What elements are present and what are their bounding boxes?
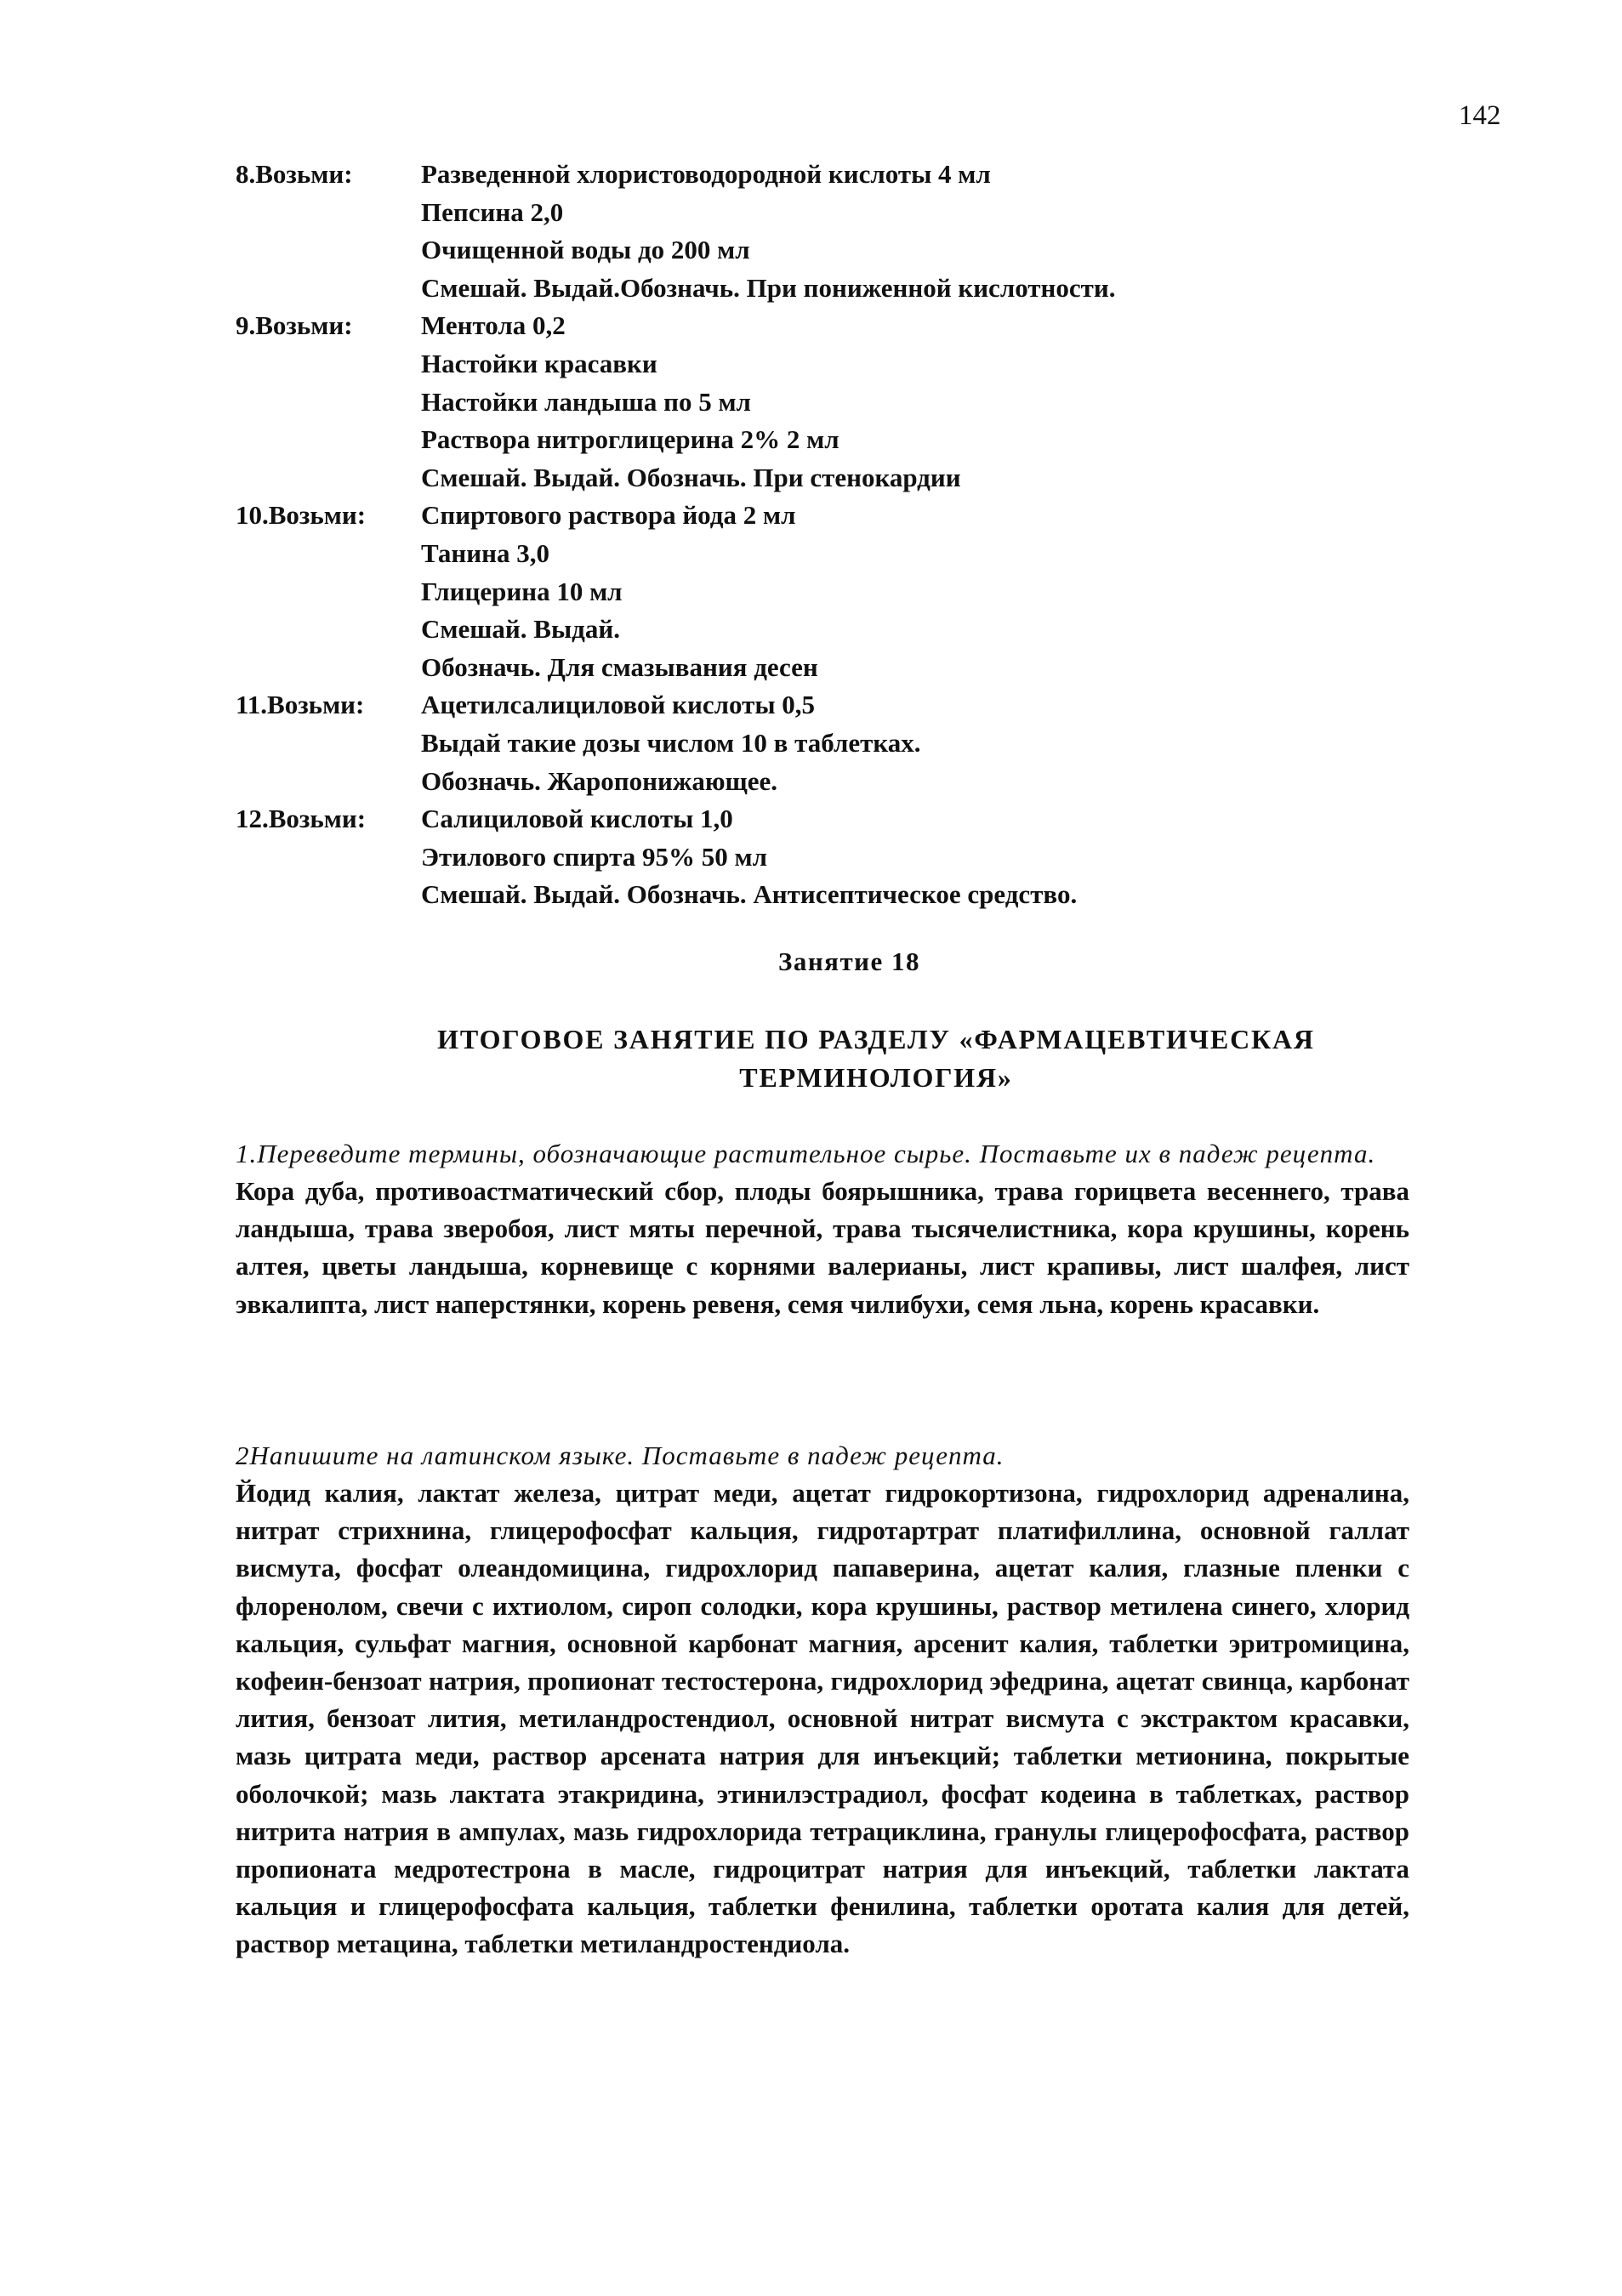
recipe-label: 9.Возьми:	[236, 310, 353, 341]
recipe-lines	[421, 686, 1426, 800]
recipe-line: Этилового спирта 95% 50 мл	[421, 841, 767, 872]
page-number: 142	[1459, 100, 1501, 131]
recipe-lines	[421, 497, 1426, 686]
task-1	[236, 1135, 1409, 1323]
recipe-11	[236, 686, 1426, 800]
recipe-line: Спиртового раствора йода 2 мл	[421, 500, 796, 531]
recipe-line: Ацетилсалициловой кислоты 0,5	[421, 690, 816, 720]
recipe-label: 11.Возьми:	[236, 690, 365, 720]
task-body: Кора дуба, противоастматический сбор, плоды боярышника, трава горицвета весеннего, трава ландыша, трава зверобоя, лист мяты перечной, трава тысячелистника, кора крушины, корень алтея, цветы ландыша, корневище с корнями валерианы, лист крапивы, лист шалфея, лист эвкалипта, лист наперстянки, корень ревеня, семя чилибухи, семя льна, корень красавки.	[236, 1176, 1409, 1319]
task-prompt: 1.Переведите термины, обозначающие растительное сырье. Поставьте их в падеж рецепта.	[236, 1139, 1376, 1168]
recipe-8	[236, 156, 1426, 307]
task-2	[236, 1437, 1409, 1964]
recipe-line: Смешай. Выдай. Обозначь. Антисептическое средство.	[421, 879, 1078, 910]
recipe-label: 8.Возьми:	[236, 159, 353, 189]
recipe-9	[236, 307, 1426, 497]
recipe-line: Очищенной воды до 200 мл	[421, 235, 750, 265]
recipe-12	[236, 800, 1426, 914]
recipe-lines	[421, 156, 1426, 307]
recipe-line: Выдай такие дозы числом 10 в таблетках.	[421, 727, 921, 758]
lesson-title-line: ИТОГОВОЕ ЗАНЯТИЕ ПО РАЗДЕЛУ «ФАРМАЦЕВТИЧЕСКАЯ	[437, 1024, 1315, 1054]
task-prompt: 2Напишите на латинском языке. Поставьте в падеж рецепта.	[236, 1441, 1005, 1470]
recipe-line: Смешай. Выдай.	[421, 614, 620, 645]
recipe-line: Смешай. Выдай.Обозначь. При пониженной кислотности.	[421, 272, 1116, 303]
recipe-line: Настойки ландыша по 5 мл	[421, 386, 751, 417]
lesson-title-line: ТЕРМИНОЛОГИЯ»	[739, 1062, 1013, 1093]
recipe-line: Обозначь. Жаропонижающее.	[421, 765, 777, 796]
recipe-line: Пепсина 2,0	[421, 196, 564, 227]
task-body: Йодид калия, лактат железа, цитрат меди, ацетат гидрокортизона, гидрохлорид адреналина, нитрат стрихнина, глицерофосфат кальция, гидротартрат платифиллина, основной галлат висмута, фосфат олеандомицина, гидрохлорид папаверина, ацетат калия, глазные пленки с флоренолом, свечи с ихтиолом, сироп солодки, кора крушины, раствор метилена синего, хлорид кальция, сульфат магния, основной карбонат магния, арсенит калия, таблетки эритромицина, кофеин-бензоат натрия, пропионат тестостерона, гидрохлорид эфедрина, ацетат свинца, карбонат лития, бензоат лития, метиландростендиол, основной нитрат висмута с экстрактом красавки, мазь цитрата меди, раствор арсената натрия для инъекций; таблетки метионина, покрытые оболочкой; мазь лактата этакридина, этинилэстрадиол, фосфат кодеина в таблетках, раствор нитрита натрия в ампулах, мазь гидрохлорида тетрациклина, гранулы глицерофосфата, раствор пропионата медротестрона в масле, гидроцитрат натрия для инъекций, таблетки лактата кальция и глицерофосфата кальция, таблетки фенилина, таблетки оротата калия для детей, раствор метацина, таблетки метиландростендиола.	[236, 1478, 1409, 1959]
recipe-label: 12.Возьми:	[236, 804, 367, 834]
recipe-line: Разведенной хлористоводородной кислоты 4 мл	[421, 159, 991, 189]
recipe-line: Танина 3,0	[421, 537, 549, 568]
lesson-number: Занятие 18	[777, 946, 921, 976]
recipe-line: Обозначь. Для смазывания десен	[421, 651, 818, 682]
recipe-label: 10.Возьми:	[236, 500, 367, 531]
lesson-title	[323, 1020, 1429, 1097]
recipe-list	[236, 156, 1426, 914]
recipe-lines	[421, 307, 1426, 497]
recipe-10	[236, 497, 1426, 686]
recipe-line: Раствора нитроглицерина 2% 2 мл	[421, 424, 839, 455]
recipe-lines	[421, 800, 1426, 914]
recipe-line: Глицерина 10 мл	[421, 576, 623, 606]
recipe-line: Смешай. Выдай. Обозначь. При стенокардии	[421, 462, 961, 492]
recipe-line: Ментола 0,2	[421, 310, 566, 341]
recipe-line: Салициловой кислоты 1,0	[421, 804, 733, 834]
recipe-line: Настойки красавки	[421, 348, 657, 378]
